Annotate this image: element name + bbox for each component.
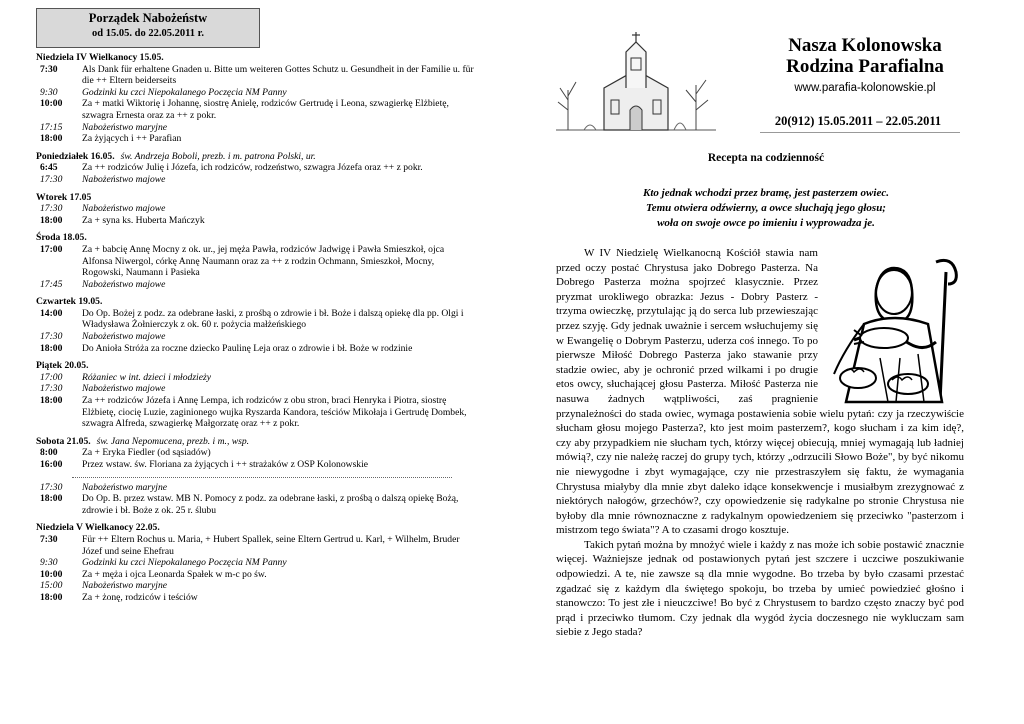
article-paragraph: Takich pytań można by mnożyć wiele i każdy z nas może ich sobie postawić znacznie więcej. Ważniejsze jednak od postawionych pytań jest szczere i uczciwe poszukiwanie odpowiedzi. A te, nie zawsze są dla mnie wygodne. Bo trzeba by było czasami przestać zgadzać się z każdym dla świętego spokoju, bo trzeba by umieć powiedzieć głośno i stanowczo: To jest złe i nieuczciwe! Bo być z Chrystusem to bardzo często znaczy być pod prąd i przeciwko tłumom. Czy jednak dla wygód życia doczesnego nie wykluczam sam siebie z Jego stada?: [556, 538, 964, 639]
mass-time: 9:30: [40, 557, 58, 569]
mass-time: 17:30: [40, 203, 63, 215]
mass-time: 17:15: [40, 121, 63, 133]
day-label: Niedziela V Wielkanocy 22.05.: [36, 522, 160, 534]
mass-time: 10:00: [40, 568, 63, 580]
day-label: Środa 18.05.: [36, 232, 87, 244]
day-label: Sobota 21.05.: [36, 435, 91, 447]
mass-entry: [36, 569, 476, 581]
mass-entry: [36, 534, 476, 557]
mass-time: 7:30: [40, 63, 58, 75]
schedule-dates: od 15.05. do 22.05.2011 r.: [92, 28, 204, 39]
mass-entry: [36, 98, 476, 121]
mass-entry: [36, 87, 476, 99]
newsletter-title: [760, 35, 970, 77]
feast-note: św. Andrzeja Boboli, prezb. i m. patrona Polski, ur.: [120, 150, 316, 162]
schedule-list: [36, 52, 476, 604]
schedule-title: Porządek Nabożeństw: [88, 11, 208, 25]
mass-time: 18:00: [40, 591, 63, 603]
issue-number: 20(912) 15.05.2011 – 22.05.2011: [774, 114, 942, 128]
mass-time: 17:30: [40, 173, 63, 185]
feast-note: św. Jana Nepomucena, prezb. i m., wsp.: [96, 435, 250, 447]
mass-entry: [36, 308, 476, 331]
mass-entry: [36, 279, 476, 291]
masthead-divider: [760, 132, 960, 133]
mass-entry: [36, 482, 476, 494]
mass-intention: Do Op. Bożej z podz. za odebrane łaski, z prośbą o zdrowie i bł. Boże i dalszą opiekę dla pp. Olgi i Władysława Żołnierczyk z ok. 60 r. pożycia małżeńskiego: [82, 307, 464, 331]
gospel-quote: [556, 186, 976, 231]
schedule-day: [36, 52, 476, 64]
quote-line: Kto jednak wchodzi przez bramę, jest pasterzem owiec.: [643, 187, 889, 199]
good-shepherd-illustration: [824, 254, 964, 404]
mass-entry: [36, 447, 476, 459]
mass-entry: [36, 459, 476, 471]
day-label: Wtorek 17.05: [36, 191, 92, 203]
schedule-day: [36, 232, 476, 244]
mass-entry: [36, 203, 476, 215]
mass-time: 17:45: [40, 278, 63, 290]
mass-intention: Nabożeństwo majowe: [82, 383, 166, 395]
schedule-header-box: [36, 8, 260, 48]
mass-time: 10:00: [40, 98, 63, 110]
mass-entry: [36, 122, 476, 134]
mass-time: 6:45: [40, 162, 58, 174]
parish-website: www.parafia-kolonowskie.pl: [794, 82, 936, 94]
mass-intention: Za ++ rodziców Julię i Józefa, ich rodziców, rodzeństwo, szwagra Józefa oraz ++ z pokr.: [82, 162, 423, 174]
mass-entry: [36, 580, 476, 592]
dotted-separator: [72, 477, 452, 478]
schedule-day: [36, 522, 476, 534]
mass-entry: [36, 493, 476, 516]
mass-intention: Za + syna ks. Huberta Mańczyk: [82, 214, 205, 226]
day-label: Niedziela IV Wielkanocy 15.05.: [36, 52, 164, 63]
mass-entry: [36, 174, 476, 186]
mass-intention: Godzinki ku czci Niepokalanego Poczęcia NM Panny: [82, 557, 287, 569]
mass-time: 15:00: [40, 580, 63, 592]
mass-intention: Do Anioła Stróża za roczne dziecko Paulinę Leja oraz o zdrowie i bł. Boże w rodzinie: [82, 342, 413, 354]
mass-entry: [36, 395, 476, 430]
mass-entry: [36, 592, 476, 604]
mass-intention: Za + babcię Annę Mocny z ok. ur., jej męża Pawła, rodziców Jadwigę i Pawła Smieszkoł, ojca Alfonsa Niwergol, córkę Annę Naumann oraz za ++ z rodzin Ochmann, Smieszkoł, Mocny, Rogowski, Naumann i Pasieka: [82, 243, 445, 279]
mass-intention: Nabożeństwo maryjne: [82, 481, 168, 493]
mass-entry: [36, 133, 476, 145]
mass-time: 8:00: [40, 447, 58, 459]
day-label: Poniedziałek 16.05.: [36, 150, 115, 162]
mass-time: 17:00: [40, 371, 63, 383]
mass-time: 18:00: [40, 133, 63, 145]
mass-time: 17:30: [40, 481, 63, 493]
mass-entry: [36, 162, 476, 174]
mass-entry: [36, 331, 476, 343]
mass-intention: Za + matki Wiktorię i Johannę, siostrę Anielę, rodziców Gertrudę i Leona, szwagierkę Elżbietę, szwagra Ernesta oraz za ++ z pokr.: [82, 98, 449, 121]
mass-intention: Przez wstaw. św. Floriana za żyjących i ++ strażaków z OSP Kolonowskie: [82, 459, 369, 470]
schedule-day: [36, 192, 476, 204]
mass-entry: [36, 557, 476, 569]
mass-intention: Za żyjących i ++ Parafian: [82, 133, 182, 145]
mass-time: 18:00: [40, 493, 63, 505]
schedule-day: [36, 360, 476, 372]
mass-intention: Für ++ Eltern Rochus u. Maria, + Hubert Spallek, seine Eltern Gertrud u. Karl, + Wilhelm, Bruder Józef und seine Ehefrau: [82, 533, 460, 557]
mass-intention: Nabożeństwo majowe: [82, 173, 166, 185]
mass-time: 14:00: [40, 307, 63, 319]
mass-entry: [36, 64, 476, 87]
day-label: Piątek 20.05.: [36, 360, 89, 372]
mass-intention: Za + Eryka Fiedler (od sąsiadów): [82, 447, 211, 459]
mass-intention: Nabożeństwo majowe: [82, 278, 166, 290]
mass-intention: Za + żonę, rodziców i teściów: [82, 591, 198, 603]
mass-entry: [36, 244, 476, 279]
mass-time: 18:00: [40, 214, 63, 226]
title-line-2: Rodzina Parafialna: [786, 56, 944, 77]
mass-time: 9:30: [40, 86, 58, 98]
mass-time: 18:00: [40, 342, 63, 354]
mass-intention: Als Dank für erhaltene Gnaden u. Bitte um weiteren Gottes Schutz u. Gesundheit in der Familie u. für die ++ Eltern beiderseits: [82, 63, 474, 87]
mass-time: 16:00: [40, 459, 63, 470]
mass-time: 7:30: [40, 533, 58, 545]
mass-entry: [36, 215, 476, 227]
mass-time: 17:30: [40, 383, 63, 395]
mass-intention: Nabożeństwo majowe: [82, 331, 166, 343]
mass-entry: [36, 372, 476, 384]
schedule-day: [36, 151, 476, 163]
mass-entry: [36, 383, 476, 395]
schedule-column: [36, 8, 476, 604]
mass-intention: Godzinki ku czci Niepokalanego Poczęcia NM Panny: [82, 86, 287, 98]
mass-time: 17:30: [40, 331, 63, 343]
mass-time: 18:00: [40, 395, 63, 407]
schedule-day: [36, 296, 476, 308]
mass-intention: Nabożeństwo maryjne: [82, 580, 168, 592]
mass-intention: Do Op. B. przez wstaw. MB N. Pomocy z podz. za odebrane łaski, z prośbą o dalszą opiekę Bożą, zdrowie i bł. Boże z ok. 25 r. ślubu: [82, 493, 459, 516]
church-illustration: [556, 30, 716, 140]
article-body: [556, 246, 964, 640]
quote-line: Temu otwiera odźwierny, a owce słuchają jego głosu;: [646, 202, 886, 214]
mass-entry: [36, 343, 476, 355]
article-paragraph: W IV Niedzielę Wielkanocną Kościół stawia nam przed oczy postać Chrystusa jako Dobrego Pasterza. Na Dobrego Pasterza można spojrzeć klasycznie. Przez pryzmat urokliwego obrazka: Jezus - Dobry Pasterz - trzyma owieczkę, przytulając ją do serca lub przewieszając przez szyję. Gdy jednak uważnie i sercem wsłuchujemy się w Ewangelię o Dobrym Pasterzu, uderza coś innego. To po pierwsze Miłość Dobrego Pasterza jako stawanie przy stadzie owiec, aby je ochronić przed wilkami i po drugie etos owcy, słuchającej głosu Pasterza. Miłość Pasterza nie nasuwa żadnych wątpliwości, zaś pragnienie przynależności do stada owiec, wymaga postawienia sobie wielu pytań: czy ja rzeczywiście słucham głosu mojego Pasterza?, kto jest moim pasterzem?, kogo słucham i za kim idę?, czy aby przypadkiem nie słucham tych, którzy więcej obiecują, mniej wymagają lub ładniej mówią?, czy nie należę raczej do grupy tych, którzy „odrzucili Słowo Boże", by być nikomu nie niewygodne i zbyt wymagające, czy nie przestraszyłem się faktu, że wymagania Chrystusa miałyby dla mnie zbyt daleko idące konsekwencje i musiałbym zrezygnować z niektórych nałogów, grzechów?, czy opowiedzenie się radykalne po stronie Chrystusa nie byłoby dla mnie równoznaczne z radykalnym opowiedzeniem się przeciwko "pasterzom i mistrzom tego świata"? A to czasami drogo kosztuje.: [556, 247, 964, 537]
mass-time: 17:00: [40, 243, 63, 255]
recipe-heading: Recepta na codzienność: [707, 152, 825, 164]
title-line-1: Nasza Kolonowska: [788, 35, 942, 56]
day-label: Czwartek 19.05.: [36, 296, 103, 308]
mass-intention: Nabożeństwo majowe: [82, 203, 166, 215]
mass-intention: Za + męża i ojca Leonarda Spałek w m-c po św.: [82, 568, 267, 580]
mass-intention: Za ++ rodziców Józefa i Annę Lempa, ich rodziców z obu stron, braci Henryka i Piotra, siostrę Elżbietę, ciocię Luzie, zaginionego wujka Ryszarda Kandora, teściów Mikołaja i Gertrudę Dombek, szwagra Alfreda, szwagierkę Małgorzatę oraz ++ z pokr.: [82, 395, 467, 430]
schedule-day: [36, 436, 476, 448]
quote-line: woła on swoje owce po imieniu i wyprowadza je.: [657, 217, 875, 229]
mass-intention: Różaniec w int. dzieci i młodzieży: [82, 371, 211, 383]
mass-intention: Nabożeństwo maryjne: [82, 121, 168, 133]
